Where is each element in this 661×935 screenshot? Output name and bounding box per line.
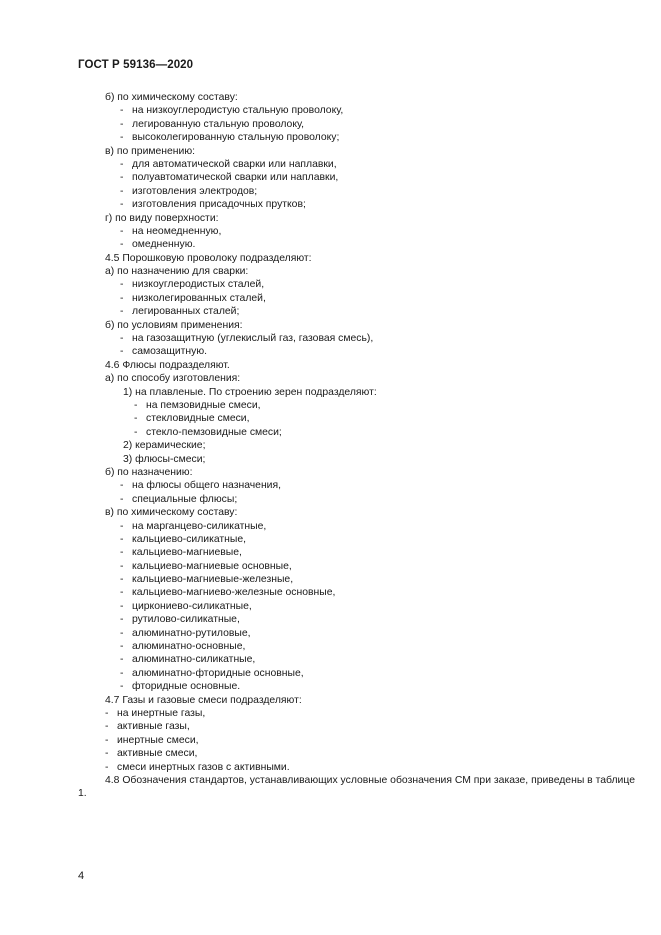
list-item [0, 278, 661, 291]
paragraph-line [0, 453, 661, 466]
paragraph-line [0, 359, 661, 372]
list-item [0, 747, 661, 760]
line-text: омедненную. [132, 239, 196, 251]
list-item [0, 332, 661, 345]
line-text: 4.6 Флюсы подразделяют. [105, 359, 230, 371]
list-item [0, 238, 661, 251]
list-item [0, 171, 661, 184]
line-text: активные смеси, [117, 748, 198, 760]
line-text: смеси инертных газов с активными. [117, 761, 290, 773]
line-text: на флюсы общего назначения, [132, 480, 281, 492]
list-dash: - [120, 627, 124, 639]
paragraph-line [0, 372, 661, 385]
line-text: полуавтоматической сварки или наплавки, [132, 172, 339, 184]
line-text: на пемзовидные смеси, [146, 399, 261, 411]
line-text: б) по назначению: [105, 466, 193, 478]
paragraph-line [0, 212, 661, 225]
line-text: алюминатно-рутиловые, [132, 627, 251, 639]
line-text: 4.8 Обозначения стандартов, устанавливающих условные обозначения СМ при заказе, приведены в таблице 1. [78, 774, 635, 800]
list-dash: - [105, 721, 109, 733]
line-text: г) по виду поверхности: [105, 212, 219, 224]
list-dash: - [120, 239, 124, 251]
line-text: 4.5 Порошковую проволоку подразделяют: [105, 252, 312, 264]
line-text: низкоуглеродистых сталей, [132, 279, 265, 291]
document-body [0, 91, 661, 801]
document-header: ГОСТ Р 59136—2020 [78, 59, 194, 71]
list-item [0, 720, 661, 733]
line-text: а) по способу изготовления: [105, 373, 241, 385]
line-text: изготовления электродов; [132, 185, 258, 197]
list-item [0, 158, 661, 171]
line-text: рутилово-силикатные, [132, 614, 240, 626]
line-text: низколегированных сталей, [132, 292, 266, 304]
list-dash: - [120, 199, 124, 211]
line-text: на низкоуглеродистую стальную проволоку, [132, 105, 344, 117]
list-item [0, 131, 661, 144]
paragraph-line [0, 265, 661, 278]
line-text: кальциево-магниевые-железные, [132, 574, 294, 586]
line-text: 3) флюсы-смеси; [123, 453, 206, 465]
list-item [0, 399, 661, 412]
paragraph-line [0, 145, 661, 158]
paragraph-line [0, 506, 661, 519]
line-text: на марганцево-силикатные, [132, 520, 267, 532]
line-text: алюминатно-основные, [132, 641, 246, 653]
paragraph-line [0, 774, 638, 801]
line-text: легированных сталей; [132, 306, 240, 318]
paragraph-line [0, 439, 661, 452]
list-dash: - [105, 748, 109, 760]
list-item [0, 653, 661, 666]
list-dash: - [120, 132, 124, 144]
list-dash: - [134, 399, 138, 411]
list-item [0, 586, 661, 599]
line-text: легированную стальную проволоку, [132, 118, 305, 130]
list-dash: - [105, 734, 109, 746]
list-dash: - [120, 333, 124, 345]
list-item [0, 761, 661, 774]
paragraph-line [0, 252, 661, 265]
line-text: самозащитную. [132, 346, 208, 358]
list-item [0, 520, 661, 533]
list-dash: - [134, 413, 138, 425]
line-text: на газозащитную (углекислый газ, газовая смесь), [132, 333, 374, 345]
list-item [0, 426, 661, 439]
list-item [0, 627, 661, 640]
list-item [0, 573, 661, 586]
list-dash: - [134, 426, 138, 438]
line-text: циркониево-силикатные, [132, 600, 252, 612]
paragraph-line [0, 466, 661, 479]
list-item [0, 305, 661, 318]
line-text: кальциево-магниево-железные основные, [132, 587, 336, 599]
list-dash: - [120, 480, 124, 492]
line-text: специальные флюсы; [132, 493, 238, 505]
line-text: кальциево-магниевые, [132, 547, 242, 559]
list-item [0, 546, 661, 559]
list-item [0, 560, 661, 573]
list-item [0, 734, 661, 747]
paragraph-line [0, 694, 661, 707]
list-dash: - [120, 292, 124, 304]
list-dash: - [120, 172, 124, 184]
list-item [0, 118, 661, 131]
list-item [0, 104, 661, 117]
line-text: кальциево-магниевые основные, [132, 560, 292, 572]
paragraph-line [0, 319, 661, 332]
list-dash: - [120, 520, 124, 532]
line-text: алюминатно-силикатные, [132, 654, 256, 666]
line-text: алюминатно-фторидные основные, [132, 667, 304, 679]
list-item [0, 412, 661, 425]
list-item [0, 667, 661, 680]
list-dash: - [120, 587, 124, 599]
line-text: изготовления присадочных прутков; [132, 199, 306, 211]
list-item [0, 225, 661, 238]
line-text: 2) керамические; [123, 440, 206, 452]
list-item [0, 198, 661, 211]
paragraph-line [0, 91, 661, 104]
list-item [0, 345, 661, 358]
list-item [0, 185, 661, 198]
list-dash: - [120, 158, 124, 170]
list-item [0, 479, 661, 492]
list-dash: - [105, 707, 109, 719]
line-text: 4.7 Газы и газовые смеси подразделяют: [105, 694, 302, 706]
line-text: для автоматической сварки или наплавки, [132, 158, 337, 170]
list-dash: - [120, 681, 124, 693]
paragraph-line [0, 386, 661, 399]
line-text: стекло-пемзовидные смеси; [146, 426, 282, 438]
list-dash: - [120, 105, 124, 117]
list-dash: - [120, 574, 124, 586]
line-text: в) по применению: [105, 145, 196, 157]
list-dash: - [120, 667, 124, 679]
list-dash: - [105, 761, 109, 773]
line-text: фторидные основные. [132, 681, 241, 693]
list-dash: - [120, 600, 124, 612]
line-text: кальциево-силикатные, [132, 533, 247, 545]
line-text: а) по назначению для сварки: [105, 266, 249, 278]
page-number: 4 [78, 870, 85, 882]
line-text: на неомедненную, [132, 225, 222, 237]
list-dash: - [120, 547, 124, 559]
list-dash: - [120, 560, 124, 572]
list-item [0, 292, 661, 305]
list-dash: - [120, 279, 124, 291]
list-dash: - [120, 118, 124, 130]
list-item [0, 680, 661, 693]
list-item [0, 707, 661, 720]
line-text: активные газы, [117, 721, 190, 733]
list-dash: - [120, 346, 124, 358]
line-text: в) по химическому составу: [105, 507, 238, 519]
line-text: б) по химическому составу: [105, 92, 238, 103]
list-dash: - [120, 306, 124, 318]
line-text: на инертные газы, [117, 707, 206, 719]
list-item [0, 533, 661, 546]
list-dash: - [120, 493, 124, 505]
list-item [0, 600, 661, 613]
line-text: высоколегированную стальную проволоку; [132, 132, 340, 144]
list-item [0, 613, 661, 626]
list-item [0, 640, 661, 653]
line-text: инертные смеси, [117, 734, 199, 746]
line-text: стекловидные смеси, [146, 413, 250, 425]
line-text: 1) на плавленые. По строению зерен подразделяют: [123, 386, 377, 398]
list-dash: - [120, 185, 124, 197]
list-dash: - [120, 654, 124, 666]
list-dash: - [120, 533, 124, 545]
line-text: б) по условиям применения: [105, 319, 243, 331]
list-dash: - [120, 641, 124, 653]
list-dash: - [120, 225, 124, 237]
list-item [0, 493, 661, 506]
list-dash: - [120, 614, 124, 626]
